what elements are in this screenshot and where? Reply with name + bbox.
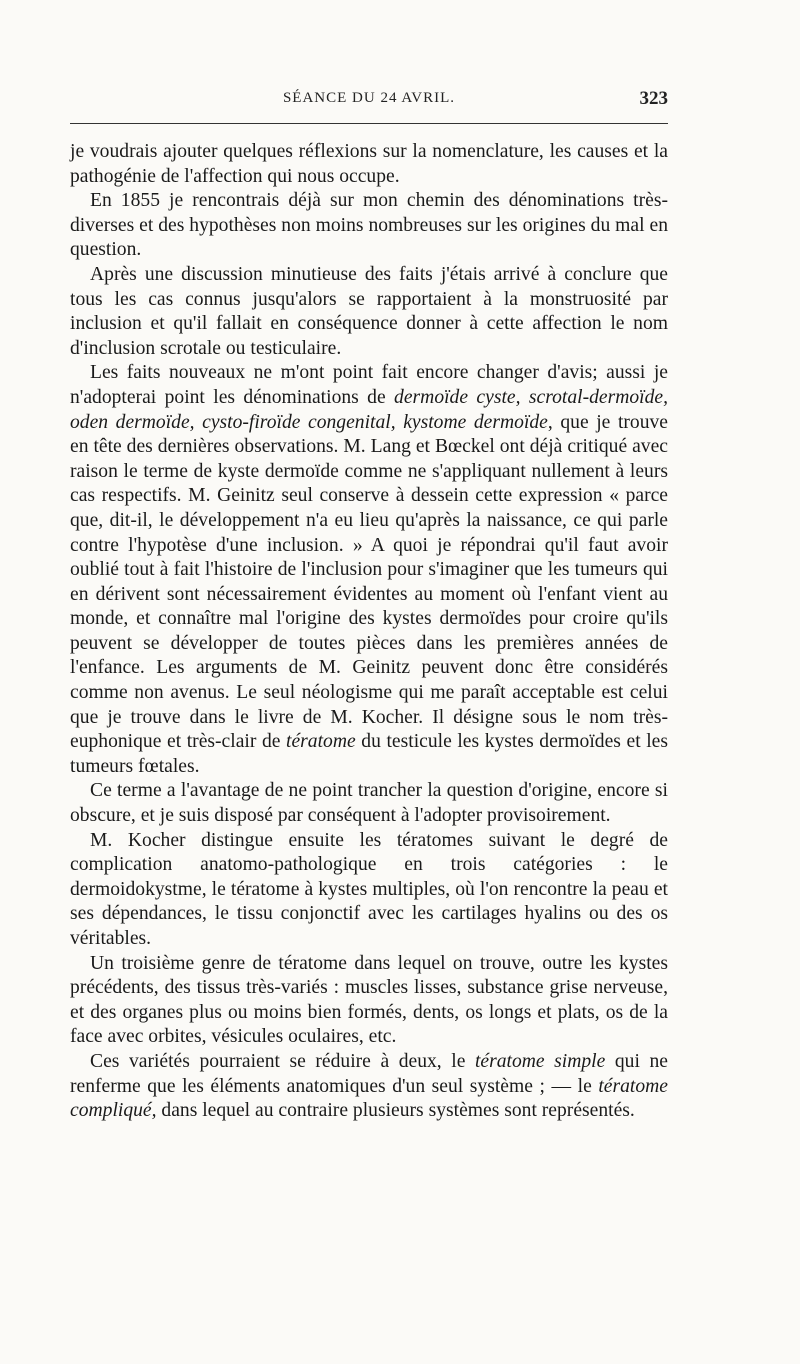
paragraph-8-italic-complique: tératome compliqué, xyxy=(70,1075,668,1122)
paragraph-8 xyxy=(70,1050,668,1124)
paragraph-4-italic-terms: dermoïde cyste, scrotal-dermoïde, oden dermoïde, cysto-firoïde congenital, kystome dermoïde xyxy=(70,386,668,433)
paragraph-8-italic-simple: tératome simple xyxy=(474,1050,606,1072)
page-header xyxy=(70,84,668,114)
paragraph-8-text-a: Ces variétés pourraient se réduire à deux, le xyxy=(90,1050,475,1072)
paragraph-7-text: Un troisième genre de tératome dans lequel on trouve, outre les kystes précédents, des tissus très-variés : muscles lisses, substance grise nerveuse, et des organes plus ou moins bien formés, dents, os longs et plats, os de la face avec orbites, vésicules oculaires, etc. xyxy=(70,952,668,1048)
paragraph-1 xyxy=(70,140,668,189)
paragraph-8-text-c: dans lequel au contraire plusieurs systèmes sont représentés. xyxy=(156,1100,635,1122)
paragraph-4-italic-teratome: tératome xyxy=(286,731,356,753)
paragraph-5 xyxy=(70,779,668,828)
paragraph-4-text-a: Les faits nouveaux ne m'ont point fait encore changer d'avis; aussi je n'adopterai point les dénominations de xyxy=(70,362,668,408)
body-text xyxy=(70,140,668,1124)
running-title: SÉANCE DU 24 AVRIL. xyxy=(282,90,456,106)
paragraph-2 xyxy=(70,189,668,263)
paragraph-4 xyxy=(70,361,668,779)
paragraph-3-text: Après une discussion minutieuse des faits j'étais arrivé à conclure que tous les cas connus jusqu'alors se rapportaient à la monstruosité par inclusion et qu'il fallait en conséquence donner à cette affection le nom d'inclusion scrotale ou testiculaire. xyxy=(70,263,668,359)
header-rule xyxy=(70,123,668,124)
paragraph-1-text: je voudrais ajouter quelques réflexions sur la nomenclature, les causes et la pathogénie de l'affection qui nous occupe. xyxy=(70,141,668,187)
page-number: 323 xyxy=(639,88,668,109)
paragraph-5-text: Ce terme a l'avantage de ne point trancher la question d'origine, encore si obscure, et je suis disposé par conséquent à l'adopter provisoirement. xyxy=(70,780,668,827)
paragraph-6-text: M. Kocher distingue ensuite les tératomes suivant le degré de complication anatomo-pathologique en trois catégories : le dermoidokystme, le tératome à kystes multiples, où l'on rencontre la peau et ses dépendances, le tissu conjonctif avec les cartilages hyalins ou des os véritables. xyxy=(70,829,668,949)
paragraph-8-text-b: qui ne renferme que les éléments anatomiques d'un seul système ; — le xyxy=(70,1050,668,1097)
paragraph-7 xyxy=(70,952,668,1050)
paragraph-3 xyxy=(70,263,668,361)
paragraph-2-text: En 1855 je rencontrais déjà sur mon chemin des dénominations très-diverses et des hypothèses non moins nombreuses sur les origines du mal en question. xyxy=(70,190,668,261)
paragraph-6 xyxy=(70,829,668,952)
paragraph-4-text-c: du testicule les kystes dermoïdes et les tumeurs fœtales. xyxy=(70,731,668,777)
paragraph-4-text-b: , que je trouve en tête des dernières observations. M. Lang et Bœckel ont déjà critiqué avec raison le terme de kyste dermoïde comme ne s'appliquant nullement à leurs cas respectifs. M. Geinitz seul conserve à dessein cette expression « parce que, dit-il, le développement n'a eu lieu qu'après la naissance, ce qui parle contre l'hypotèse d'une inclusion. » A quoi je répondrai qu'il faut avoir oublié tout à fait l'histoire de l'inclusion pour s'imaginer que les tumeurs qui en dérivent sont nécessairement évidentes au moment où l'enfant vient au monde, et connaître mal l'origine des kystes dermoïdes pour croire qu'ils peuvent se développer de toutes pièces dans les premières années de l'enfance. Les arguments de M. Geinitz peuvent donc être considérés comme non avenus. Le seul néologisme qui me paraît acceptable est celui que je trouve dans le livre de M. Kocher. Il désigne sous le nom très-euphonique et très-clair de xyxy=(70,411,668,753)
